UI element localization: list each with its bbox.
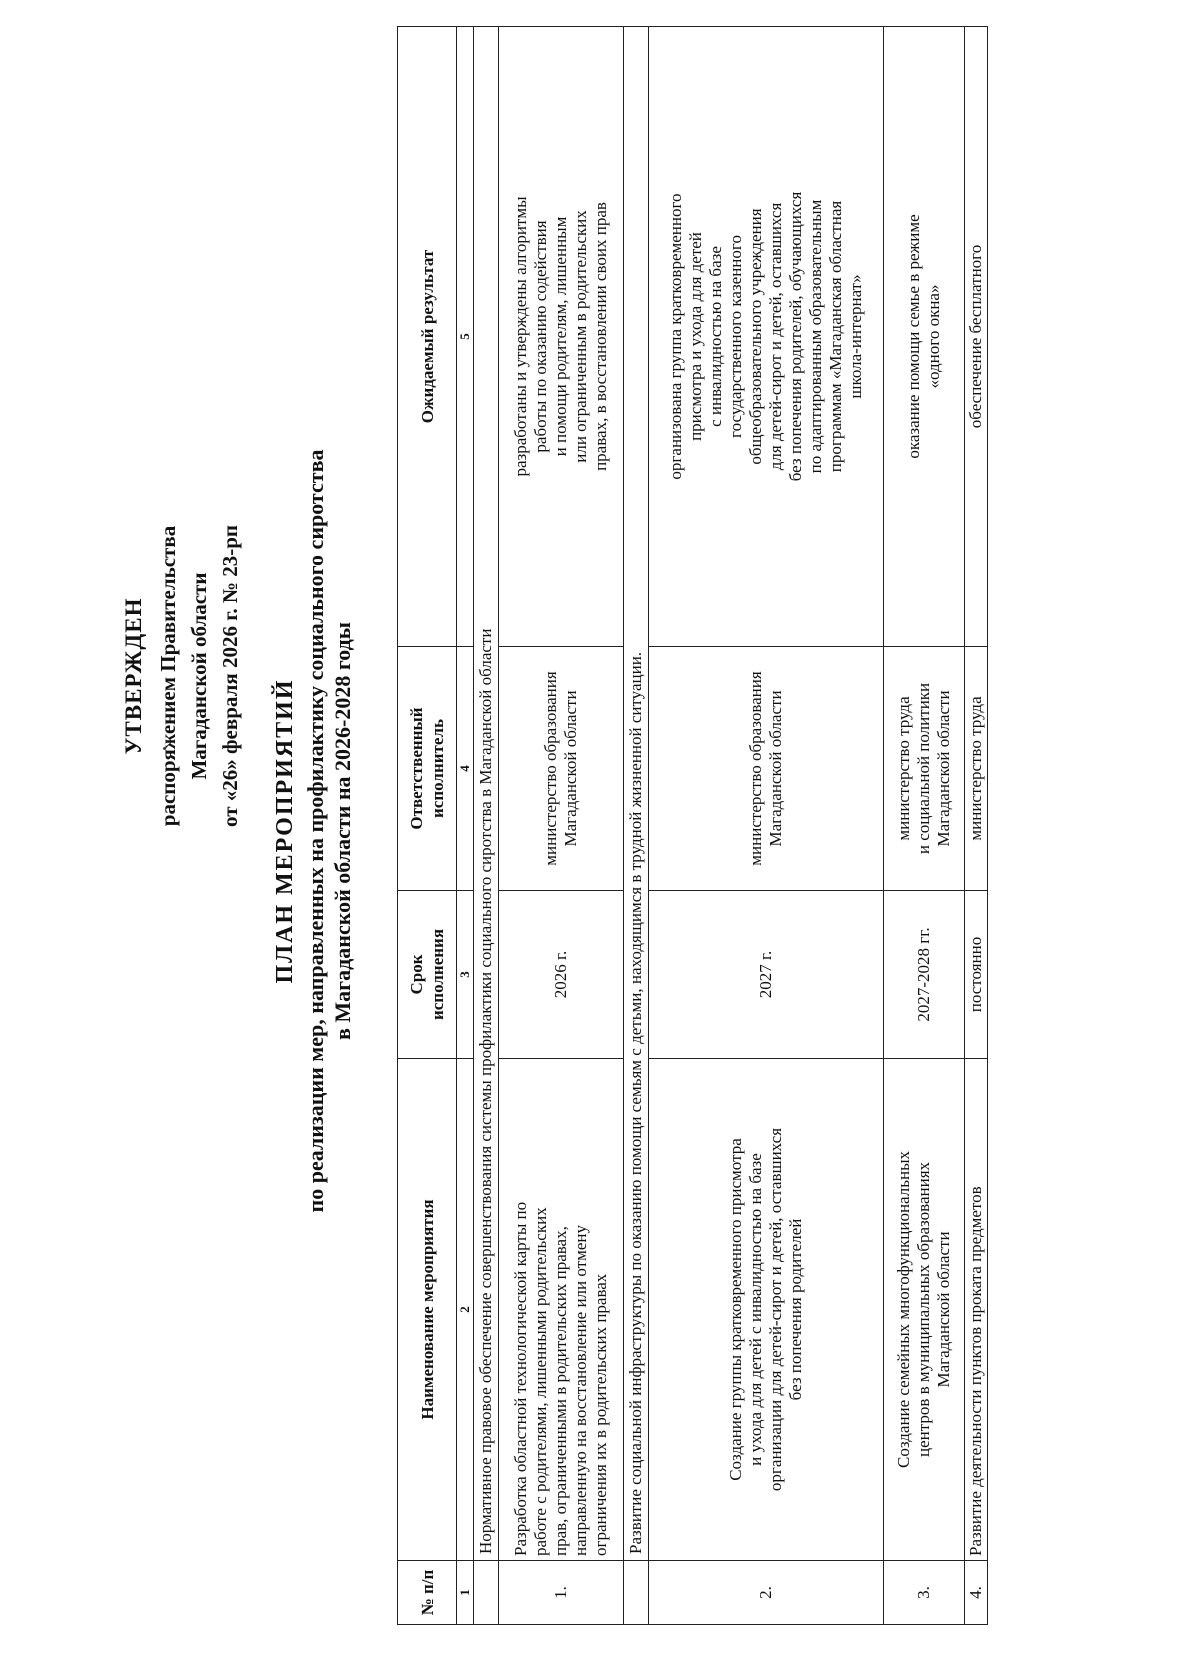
cell-line: и ухода для детей с инвалидностью на базе <box>746 1153 765 1466</box>
cell-line: Развитие деятельности пунктов проката предметов <box>966 1186 985 1556</box>
header-executor <box>398 647 457 891</box>
row-result <box>499 27 624 647</box>
cell-line: министерство образования <box>746 671 765 866</box>
section-title: Нормативное правовое обеспечение совершенствования системы профилактики социального сиротства в Магаданской области <box>474 27 499 1561</box>
cell-line: организована группа кратковременного <box>666 193 685 480</box>
approval-stamp: УТВЕРЖДЕН <box>121 597 146 755</box>
table-row <box>884 27 965 1625</box>
row-term: постоянно <box>965 891 988 1059</box>
cell-line: общеобразовательного учреждения <box>746 208 765 465</box>
cell-line: школа-интернат» <box>846 274 865 399</box>
cell-line: правах, в восстановлении своих прав <box>591 202 610 471</box>
column-number: 3 <box>457 891 474 1059</box>
row-executor <box>649 647 884 891</box>
cell-line: ограничения их в родительских правах <box>591 1273 610 1556</box>
row-name <box>884 1059 965 1561</box>
header-row <box>398 27 457 1625</box>
cell-line: обеспечение бесплатного <box>966 244 985 429</box>
row-name <box>965 1059 988 1561</box>
section-title: Развитие социальной инфраструктуры по оказанию помощи семьям с детьми, находящимся в трудной жизненной ситуации. <box>624 27 649 1561</box>
table-row <box>965 27 988 1625</box>
table-row <box>499 27 624 1625</box>
row-num: 1. <box>499 1561 624 1625</box>
section-row <box>474 27 499 1625</box>
cell-line: центров в муниципальных образованиях <box>914 1161 933 1458</box>
row-executor <box>884 647 965 891</box>
cell-line: по адаптированным образовательным <box>806 199 825 474</box>
approval-line-1: распоряжением Правительства <box>156 525 180 827</box>
cell-line: Создание группы кратковременного присмотра <box>726 1138 745 1481</box>
cell-line: присмотра и ухода для детей <box>686 232 705 441</box>
cell-line: Магаданской области <box>766 690 785 847</box>
cell-line: министерство труда <box>966 696 985 841</box>
cell-line: для детей-сирот и детей, оставшихся <box>766 202 785 471</box>
column-number: 5 <box>457 27 474 647</box>
column-number: 4 <box>457 647 474 891</box>
approval-block <box>118 396 246 956</box>
cell-line: работе с родителями, лишенными родительских <box>531 1207 550 1556</box>
row-executor <box>965 647 988 891</box>
cell-line: программам «Магаданская областная <box>826 200 845 473</box>
header-term <box>398 891 457 1059</box>
cell-line: и социальной политики <box>914 682 933 855</box>
cell-line: и помощи родителям, лишенным <box>551 216 570 457</box>
section-num-cell <box>474 1561 499 1625</box>
row-executor <box>499 647 624 891</box>
cell-line: без попечения родителей <box>786 1218 805 1401</box>
table-row <box>649 27 884 1625</box>
cell-line: работы по оказанию содействия <box>531 220 550 453</box>
column-number: 1 <box>457 1561 474 1625</box>
cell-line: Разработка областной технологической карты по <box>511 1201 530 1556</box>
cell-line: Ответственный <box>407 707 426 830</box>
cell-line: оказание помощи семье в режиме <box>904 214 923 459</box>
cell-line: разработаны и утверждены алгоритмы <box>511 196 530 477</box>
header-result: Ожидаемый результат <box>398 27 457 647</box>
plan-title-sub-1: по реализации мер, направленных на профилактику социального сиротства <box>303 449 328 1213</box>
column-number: 2 <box>457 1059 474 1561</box>
cell-line: Магаданской области <box>934 1231 953 1388</box>
cell-line: Создание семейных многофункциональных <box>894 1151 913 1468</box>
cell-line: направленную на восстановление или отмену <box>571 1225 590 1556</box>
row-term: 2026 г. <box>499 891 624 1059</box>
cell-line: организации для детей-сирот и детей, оставшихся <box>766 1127 785 1492</box>
plan-title-sub-2: в Магаданской области на 2026-2028 годы <box>330 622 355 1040</box>
row-term: 2027-2028 гг. <box>884 891 965 1059</box>
cell-line: министерство образования <box>541 671 560 866</box>
row-num: 4. <box>965 1561 988 1625</box>
row-result <box>965 27 988 647</box>
section-num-cell <box>624 1561 649 1625</box>
cell-line: или ограниченным в родительских <box>571 210 590 463</box>
header-num: № п/п <box>398 1561 457 1625</box>
cell-line: Срок <box>407 954 426 995</box>
row-num: 3. <box>884 1561 965 1625</box>
column-numbers-row <box>457 27 474 1625</box>
cell-line: министерство труда <box>894 696 913 841</box>
row-result <box>884 27 965 647</box>
cell-line: исполнитель <box>428 719 447 818</box>
cell-line: без попечения родителей, обучающихся <box>786 191 805 482</box>
plan-title <box>268 301 356 1361</box>
cell-line: «одного окна» <box>924 284 943 389</box>
cell-line: государственного казенного <box>726 235 745 438</box>
approval-line-3: от «26» февраля 2026 г. № 23-рп <box>218 524 242 828</box>
approval-line-2: Магаданской области <box>187 572 211 780</box>
plan-table <box>397 26 988 1625</box>
row-num: 2. <box>649 1561 884 1625</box>
cell-line: исполнения <box>428 928 447 1021</box>
plan-title-main: ПЛАН МЕРОПРИЯТИЙ <box>272 678 298 984</box>
cell-line: прав, ограниченными в родительских правах, <box>551 1226 570 1556</box>
row-name <box>649 1059 884 1561</box>
header-name: Наименование мероприятия <box>398 1059 457 1561</box>
cell-line: с инвалидностью на базе <box>706 246 725 427</box>
row-result <box>649 27 884 647</box>
section-row <box>624 27 649 1625</box>
cell-line: Магаданской области <box>561 690 580 847</box>
cell-line: Магаданской области <box>934 690 953 847</box>
row-name <box>499 1059 624 1561</box>
row-term: 2027 г. <box>649 891 884 1059</box>
